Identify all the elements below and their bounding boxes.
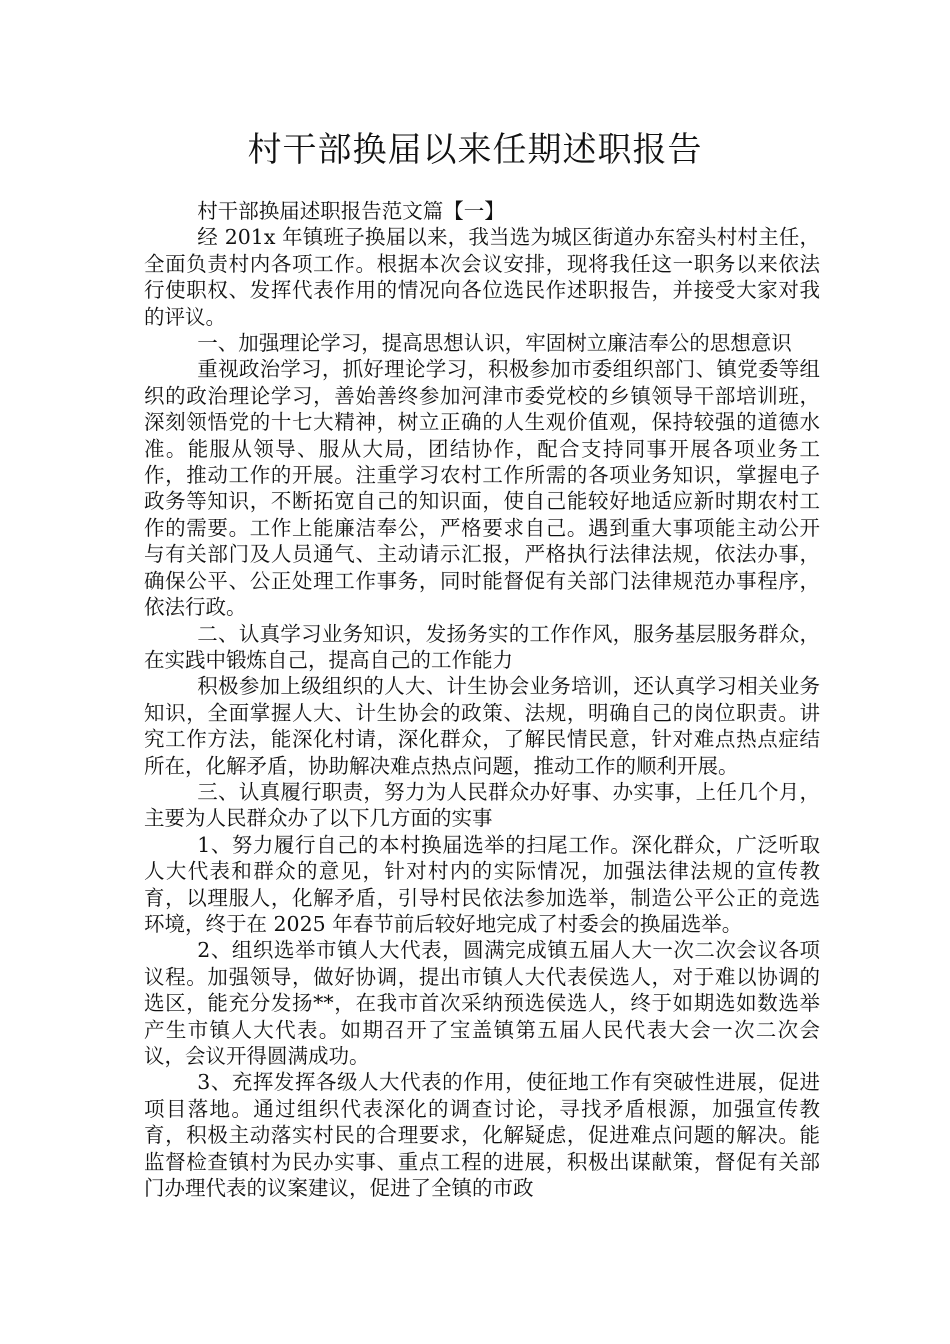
paragraph-training: 积极参加上级组织的人大、计生协会业务培训，还认真学习相关业务知识，全面掌握人大、计生协会的政策、法规，明确自己的岗位职责。讲究工作方法，能深化村请，深化群众，了解民情民意，针对难点热点症结所在，化解矛盾，协助解决难点热点问题，推动工作的顺利开展。 <box>144 674 820 778</box>
item-three-paragraph: 3、充挥发挥各级人大代表的作用，使征地工作有突破性进展，促进项目落地。通过组织代表深化的调查讨论，寻找矛盾根源，加强宣传教育，积极主动落实村民的合理要求，化解疑虑，促进难点问题的解决。能监督检查镇村为民办实事、重点工程的进展，积极出谋献策，督促有关部门办理代表的议案建议，促进了全镇的市政 <box>144 1070 820 1201</box>
heading-one: 一、加强理论学习，提高思想认识，牢固树立廉洁奉公的思想意识 <box>197 331 792 356</box>
section-heading: 村干部换届述职报告范文篇【一】 <box>197 199 505 223</box>
document-title: 村干部换届以来任期述职报告 <box>247 130 703 170</box>
paragraph-study: 重视政治学习，抓好理论学习，积极参加市委组织部门、镇党委等组织的政治理论学习，善始善终参加河津市委党校的乡镇领导干部培训班，深刻领悟党的十七大精神，树立正确的人生观价值观，保持较强的道德水准。能服从领导、服从大局，团结协作，配合支持同事开展各项业务工作，推动工作的开展。注重学习农村工作所需的各项业务知识，掌握电子政务等知识，不断拓宽自己的知识面，使自己能较好地适应新时期农村工作的需要。工作上能廉洁奉公，严格要求自己。遇到重大事项能主动公开与有关部门及人员通气、主动请示汇报，严格执行法律法规，依法办事，确保公平、公正处理工作事务，同时能督促有关部门法律规范办事程序，依法行政。 <box>144 357 820 620</box>
heading-three: 三、认真履行职责，努力为人民群众办好事、办实事，上任几个月，主要为人民群众办了以下几方面的实事 <box>144 779 820 831</box>
item-one-paragraph: 1、努力履行自己的本村换届选举的扫尾工作。深化群众，广泛听取人大代表和群众的意见，针对村内的实际情况，加强法律法规的宣传教育，以理服人，化解矛盾，引导村民依法参加选举，制造公平公正的竞选环境，终于在 2025 年春节前后较好地完成了村委会的换届选举。 <box>144 832 820 936</box>
item-two-paragraph: 2、组织选举市镇人大代表，圆满完成镇五届人大一次二次会议各项议程。加强领导，做好协调，提出市镇人大代表侯选人，对于难以协调的选区，能充分发扬**，在我市首次采纳预选侯选人，终于如期选如数选举产生市镇人大代表。如期召开了宝盖镇第五届人民代表大会一次二次会议，会议开得圆满成功。 <box>144 938 820 1068</box>
intro-paragraph: 经 201x 年镇班子换届以来，我当选为城区街道办东窑头村村主任，全面负责村内各项工作。根据本次会议安排，现将我任这一职务以来依法行使职权、发挥代表作用的情况向各位选民作述职报告，并接受大家对我的评议。 <box>144 225 820 329</box>
heading-two: 二、认真学习业务知识，发扬务实的工作作风，服务基层服务群众，在实践中锻炼自己，提高自己的工作能力 <box>144 621 820 672</box>
document-body <box>144 198 820 1201</box>
